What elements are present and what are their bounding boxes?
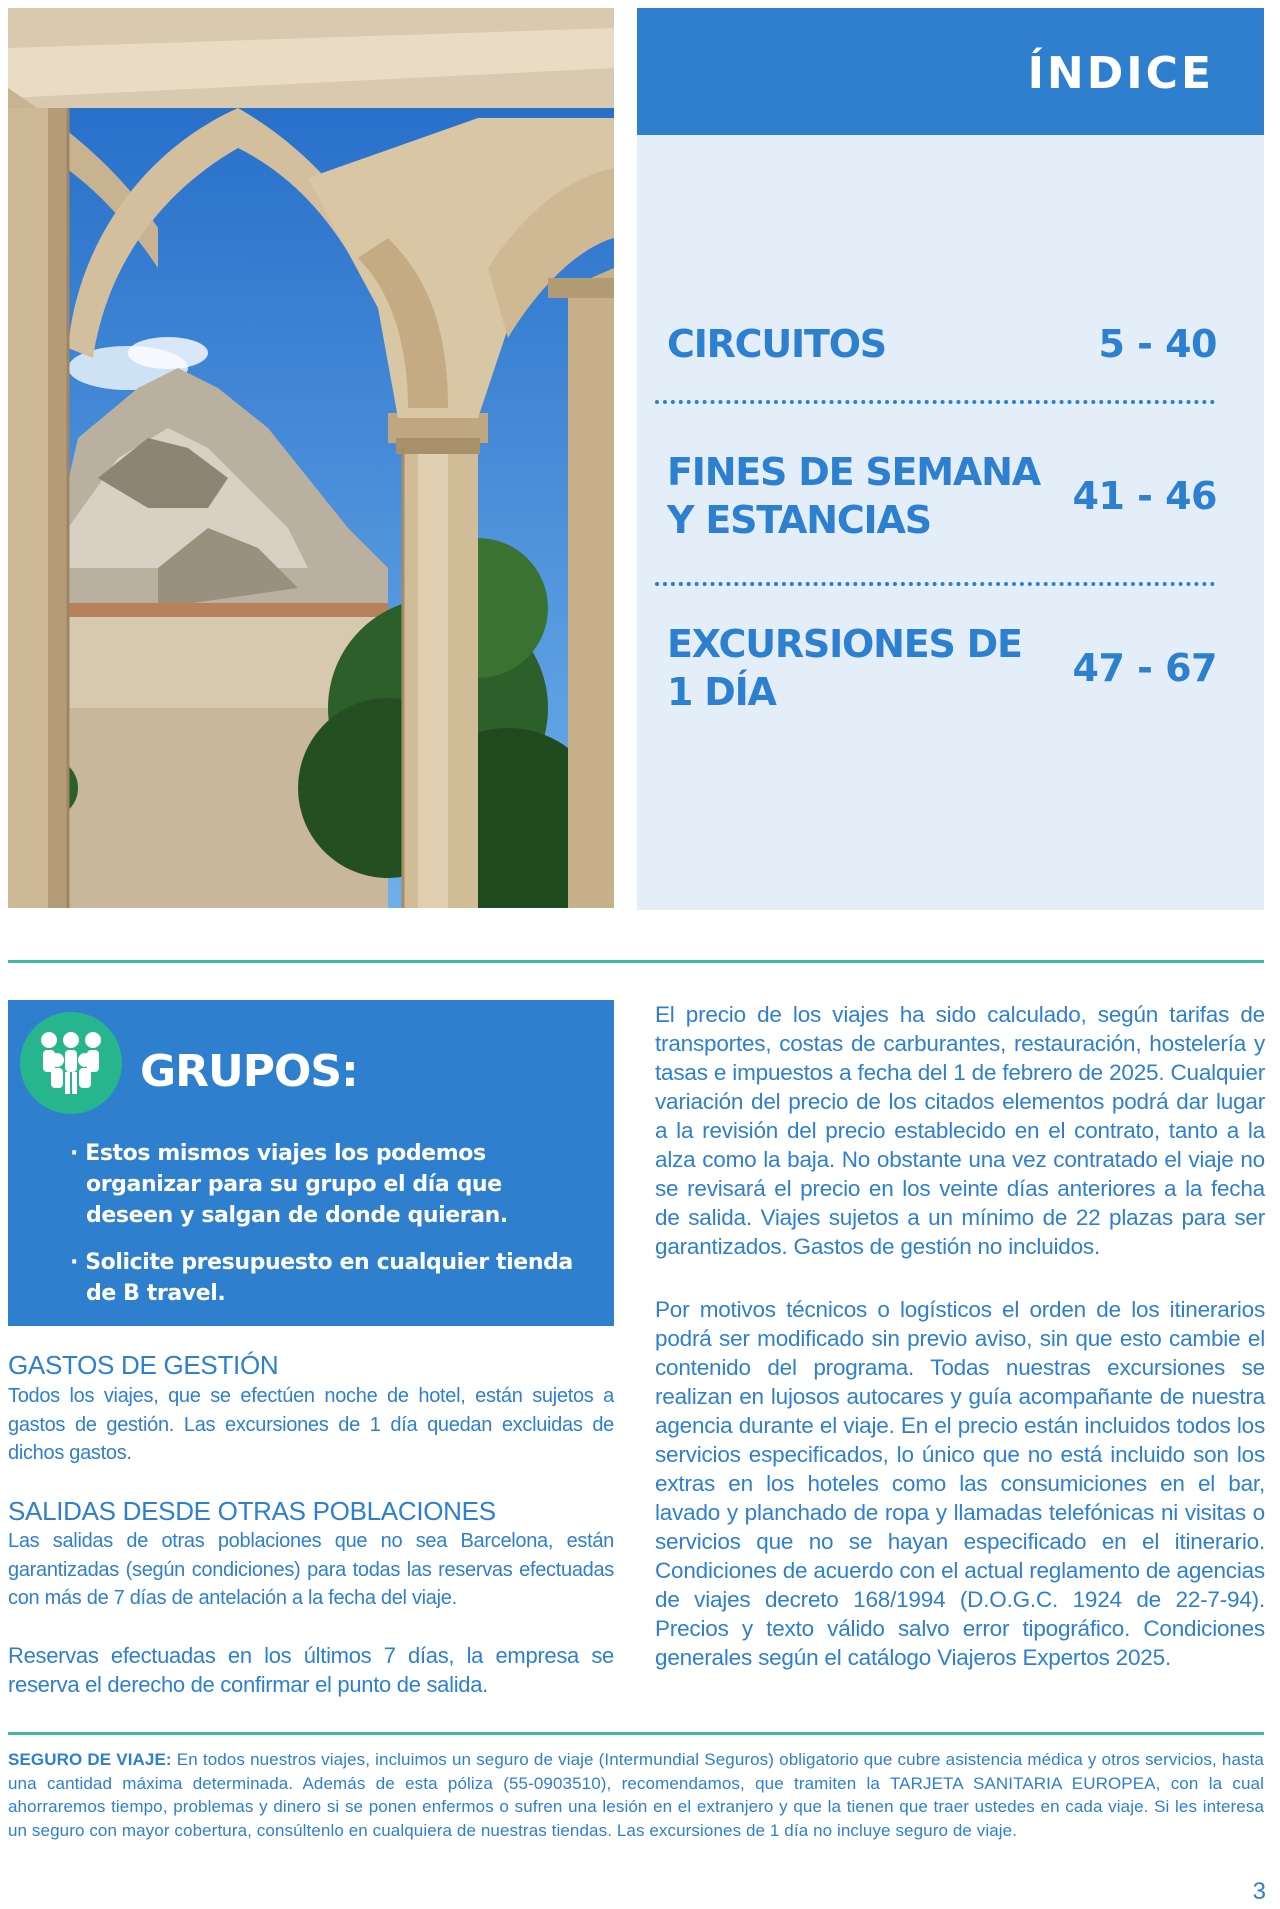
arches-photo-illustration (8, 8, 614, 908)
grupos-item: · Estos mismos viajes los podemos organizar para su grupo el día que deseen y salgan de donde quieran. (70, 1141, 508, 1228)
dotted-divider (655, 400, 1215, 404)
index-entry-pages: 47 - 67 (1072, 646, 1217, 690)
index-heading: ÍNDICE (1027, 48, 1214, 99)
grupos-list (70, 1138, 590, 1325)
salidas-body: Las salidas de otras poblaciones que no sea Barcelona, están garantizadas (según condiciones) para todas las reservas efectuadas con más de 7 días de antelación a la fecha del viaje. (8, 1530, 614, 1609)
gastos-title: GASTOS DE GESTIÓN (8, 1350, 279, 1380)
section-divider (8, 1732, 1264, 1735)
seguro-text: En todos nuestros viajes, incluimos un seguro de viaje (Intermundial Seguros) obligatorio que cubre asistencia médica y otros servicios, hasta una cantidad máxima determinada. Además de esta póliza (55-0903510), recomendamos, que tramiten la TARJETA SANITARIA EUROPEA, con la cual ahorraremos tiempo, problemas y dinero si se ponen enfermos o sufren una lesión en el extranjero y que la tienen que traer ustedes en cada viaje. Si les interesa un seguro con mayor cobertura, consúltenlo en cualquiera de nuestras tiendas. Las excursiones de 1 día no incluye seguro de viaje. (8, 1750, 1264, 1840)
salidas-note: Reservas efectuadas en los últimos 7 días, la empresa se reserva el derecho de confirmar el punto de salida. (8, 1643, 614, 1697)
salidas-title: SALIDAS DESDE OTRAS POBLACIONES (8, 1496, 496, 1526)
index-entry-circuitos[interactable] (667, 320, 1217, 368)
grupos-box (8, 1000, 614, 1326)
index-header (637, 8, 1264, 135)
group-people-icon (20, 1012, 122, 1114)
index-entry-title: FINES DE SEMANA Y ESTANCIAS (667, 450, 1040, 542)
cover-photo (8, 8, 614, 908)
index-entry-pages: 5 - 40 (1098, 322, 1217, 366)
grupos-title: GRUPOS: (140, 1046, 358, 1097)
section-divider (8, 960, 1264, 963)
index-entry-pages: 41 - 46 (1072, 474, 1217, 518)
index-panel (637, 8, 1264, 910)
dotted-divider (655, 582, 1215, 586)
index-entry-title: CIRCUITOS (667, 322, 886, 366)
index-entry-fines-de-semana[interactable] (667, 448, 1217, 544)
index-entry-excursiones[interactable] (667, 620, 1217, 716)
seguro-label: SEGURO DE VIAJE: (8, 1750, 172, 1769)
gastos-body: Todos los viajes, que se efectúen noche de hotel, están sujetos a gastos de gestión. Las excursiones de 1 día quedan excluidas de dichos gastos. (8, 1385, 614, 1464)
conditions-paragraph-2: Por motivos técnicos o logísticos el orden de los itinerarios podrá ser modificado sin previo aviso, sin que esto cambie el contenido del programa. Todas nuestras excursiones se realizan en lujosos autocares y guía acompañante de nuestra agencia durante el viaje. En el precio están incluidos todos los servicios especificados, lo único que no está incluido son los extras en los hoteles como las consumiciones en el bar, lavado y planchado de ropa y llamadas telefónicas ni visitas o servicios que no se hayan especificado en el itinerario. Condiciones de acuerdo con el actual reglamento de agencias de viajes decreto 168/1994 (D.O.G.C. 1924 de 22-7-94). Precios y texto válido salvo error tipográfico. Condiciones generales según el catálogo Viajeros Expertos 2025. (655, 1297, 1265, 1670)
conditions-paragraph-1: El precio de los viajes ha sido calculado, según tarifas de transportes, costas de carburantes, restauración, hostelería y tasas e impuestos a fecha del 1 de febrero de 2025. Cualquier variación del precio de los citados elementos podrá dar lugar a la revisión del precio establecido en el contrato, tanto a la alza como la baja. No obstante una vez contratado el viaje no se revisará el precio en los veinte días anteriores a la fecha de salida. Viajes sujetos a un mínimo de 22 plazas para ser garantizados. Gastos de gestión no incluidos. (655, 1002, 1265, 1259)
page-number: 3 (1252, 1878, 1266, 1905)
seguro-paragraph (8, 1748, 1264, 1842)
index-entry-title: EXCURSIONES DE 1 DÍA (667, 622, 1022, 714)
grupos-item: · Solicite presupuesto en cualquier tienda de B travel. (70, 1250, 573, 1306)
